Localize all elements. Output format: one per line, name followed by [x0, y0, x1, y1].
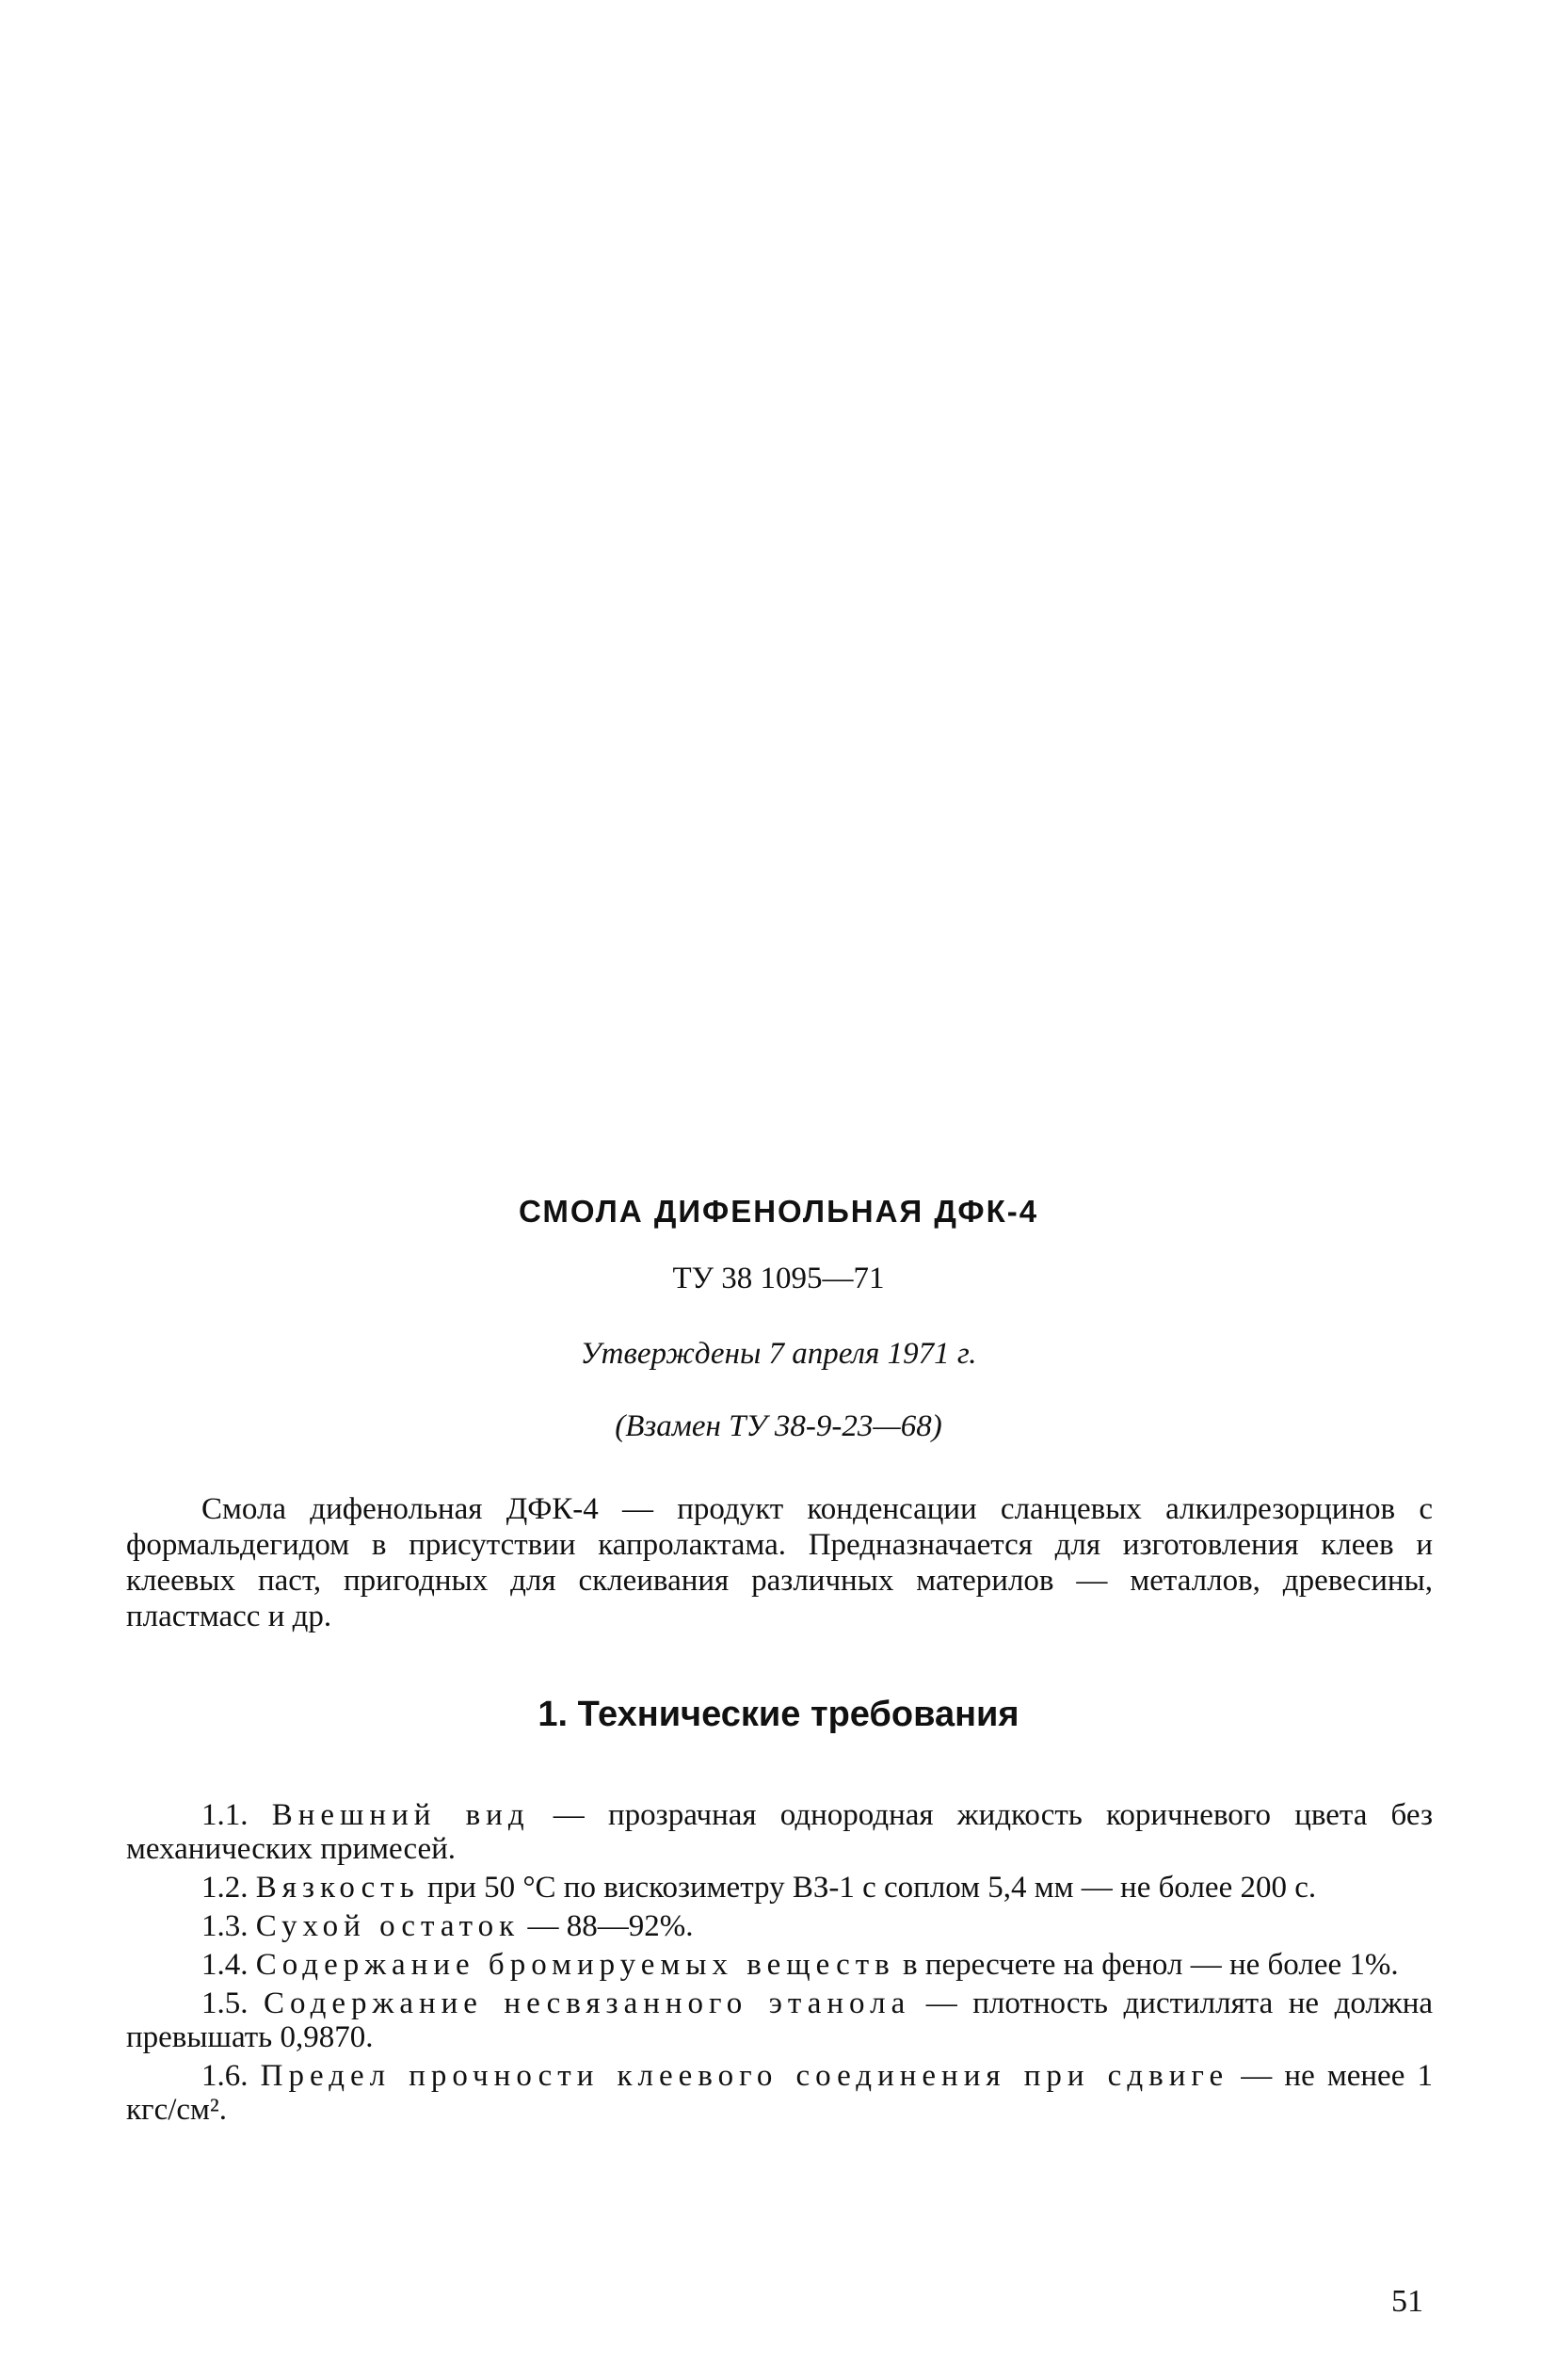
item-text: — не менее 1 кгс/см². [126, 2059, 1434, 2127]
item-number: 1.4. [201, 1948, 249, 1982]
item-number: 1.1. [201, 1798, 249, 1832]
intro-paragraph: Смола дифенольная ДФК-4 — продукт конденсации сланцевых алкилрезорцинов с формальдегидом в присутствии капролактама. Предназначается для изготовления клеев и клеевых паст, пригодных для склеивания различных материлов — металлов, древесины, пластмасс и др. [126, 1492, 1433, 1633]
requirement-item [126, 1798, 1433, 1866]
item-term: Содержание несвязанного этанола [264, 1986, 911, 2020]
item-term: Вязкость [255, 1871, 420, 1905]
item-number: 1.2. [201, 1871, 249, 1905]
item-term: Внешний вид [271, 1798, 530, 1832]
item-number: 1.6. [201, 2059, 249, 2093]
standard-number: ТУ 38 1095—71 [672, 1262, 885, 1295]
item-text: — плотность дистиллята не должна превышать 0,9870. [126, 1986, 1434, 2054]
requirement-item [126, 2059, 1433, 2127]
requirement-item [126, 1948, 1433, 1982]
section-heading: 1. Технические требования [538, 1695, 1019, 1734]
item-text: — прозрачная однородная жидкость коричневого цвета без механических примесей. [126, 1798, 1433, 1866]
item-text: — 88—92%. [520, 1909, 694, 1943]
document-title: СМОЛА ДИФЕНОЛЬНАЯ ДФК-4 [518, 1194, 1039, 1229]
item-number: 1.3. [201, 1909, 249, 1943]
requirement-item [126, 1909, 1433, 1943]
item-number: 1.5. [201, 1986, 249, 2020]
item-text: при 50 °С по вискозиметру ВЗ-1 с соплом 5,4 мм — не более 200 с. [419, 1871, 1317, 1905]
requirement-item [126, 1871, 1433, 1905]
item-term: Сухой остаток [255, 1909, 521, 1943]
item-text: в пересчете на фенол — не более 1%. [894, 1948, 1399, 1982]
requirements-list [126, 1798, 1433, 2131]
item-term: Предел прочности клеевого соединения при сдвиге [260, 2059, 1229, 2093]
replaces-note: (Взамен ТУ 38-9-23—68) [615, 1409, 942, 1443]
page-number: 51 [1391, 2284, 1423, 2319]
item-term: Содержание бромируемых веществ [255, 1948, 895, 1982]
approval-date: Утверждены 7 апреля 1971 г. [580, 1337, 977, 1371]
requirement-item [126, 1986, 1433, 2054]
